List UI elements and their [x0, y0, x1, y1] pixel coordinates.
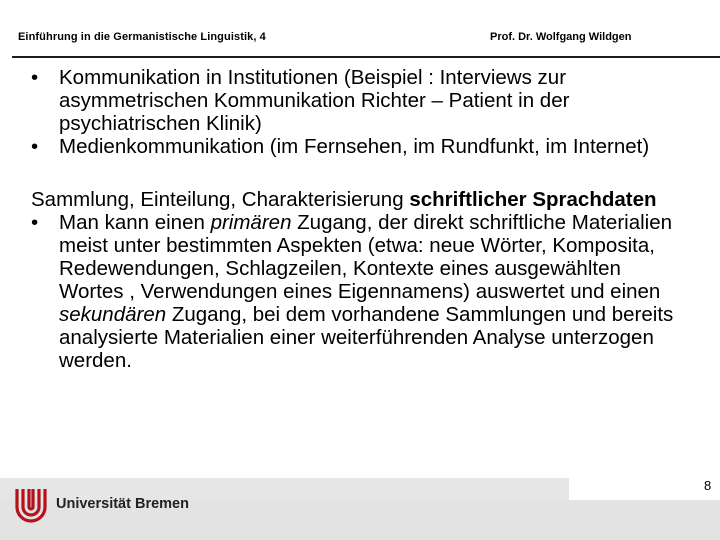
text-run: Man kann einen [59, 211, 211, 234]
footer-page-box [569, 470, 720, 500]
page-number: 8 [704, 478, 712, 493]
bullet-text: Medienkommunikation (im Fernsehen, im Rundfunkt, im Internet) [59, 135, 650, 158]
text-run-italic: sekundären [59, 303, 167, 326]
section-intro-text: Sammlung, Einteilung, Charakterisierung [31, 188, 410, 211]
section-intro-bold: schriftlicher Sprachdaten [409, 188, 657, 211]
text-run: Zugang, der direkt schriftliche Materialien meist unter bestimmten Aspekten (etwa: neue Wörter, Komposita, Redewendungen, Schlagzeilen, Kontexte eines ausgewählten Wortes , Verwendungen eines Eigennamens) auswertet und einen [59, 211, 673, 303]
bullet-list-top [31, 66, 691, 158]
bullet-symbol: • [31, 66, 39, 89]
university-name: Universität Bremen [56, 496, 189, 512]
text-run-italic: primären [210, 211, 292, 234]
header-course-title: Einführung in die Germanistische Linguistik, 4 [18, 31, 266, 43]
bullet-symbol: • [31, 135, 39, 158]
university-logo-icon [14, 487, 48, 523]
section-intro [31, 188, 691, 211]
header-divider [12, 56, 720, 58]
bullet-symbol: • [31, 211, 39, 234]
slide-content [31, 66, 691, 372]
list-item [31, 66, 691, 135]
bullet-text [59, 211, 673, 372]
bullet-list-section [31, 211, 691, 372]
bullet-text: Kommunikation in Institutionen (Beispiel : Interviews zur asymmetrischen Kommunikation Richter – Patient in der psychiatrischen Klinik) [59, 66, 570, 135]
header-author: Prof. Dr. Wolfgang Wildgen [490, 31, 632, 43]
text-run: Zugang, bei dem vorhandene Sammlungen und bereits analysierte Materialien einer weiterführenden Analyse unterzogen werden. [59, 303, 674, 372]
list-item [31, 135, 691, 158]
list-item [31, 211, 691, 372]
